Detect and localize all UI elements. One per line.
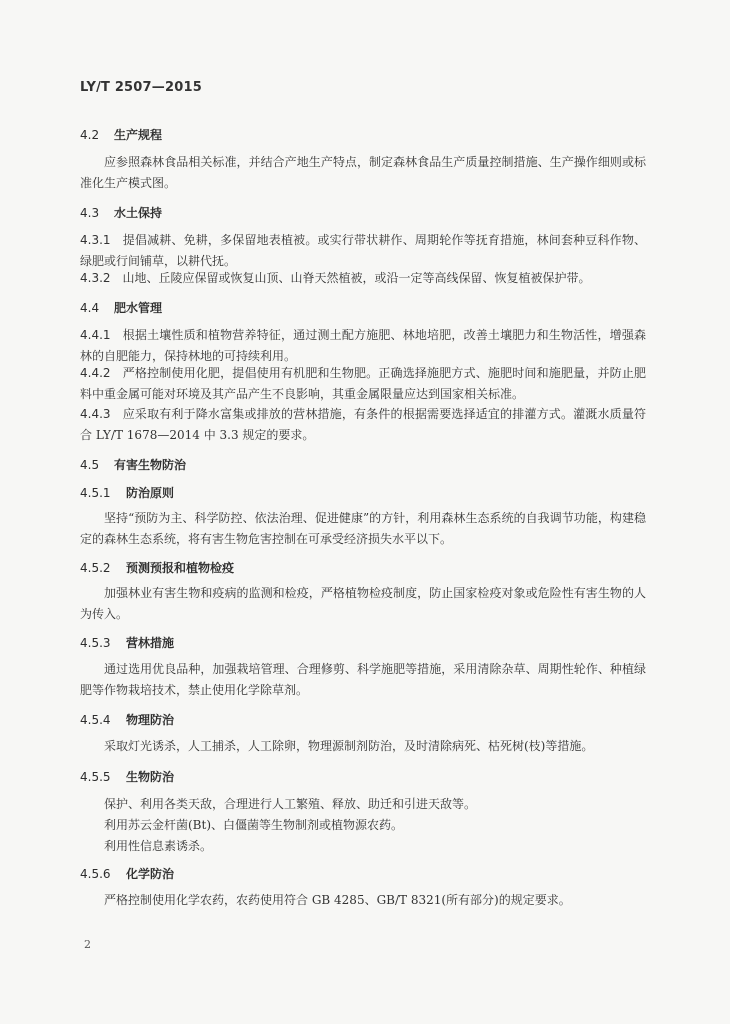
text-line: 利用苏云金杆菌(Bt)、白僵菌等生物制剂或植物源农药。 <box>104 818 404 832</box>
section-number: 4.5.3 <box>80 636 111 650</box>
section-number: 4.5.1 <box>80 486 111 500</box>
section-heading-4-2 <box>80 126 162 143</box>
section-heading-4-5-6 <box>80 865 174 882</box>
clause-text: 应采取有利于降水富集或排放的营林措施，有条件的根据需要选择适宜的排灌方式。灌溉水质量符合 LY/T 1678—2014 中 3.3 规定的要求。 <box>80 407 646 442</box>
section-heading-4-5-2 <box>80 559 234 576</box>
section-number: 4.3 <box>80 206 100 220</box>
section-heading-4-5-3 <box>80 634 174 651</box>
section-number: 4.4 <box>80 301 100 315</box>
clause-number: 4.4.2 <box>80 366 111 380</box>
paragraph-4-5-3: 通过选用优良品种，加强栽培管理、合理修剪、科学施肥等措施，采用清除杂草、周期性轮作、种植绿肥等作物栽培技术，禁止使用化学除草剂。 <box>80 662 646 697</box>
section-number: 4.5.4 <box>80 713 111 727</box>
section-title: 物理防治 <box>126 713 175 727</box>
text-line: 保护、利用各类天敌，合理进行人工繁殖、释放、助迁和引进天敌等。 <box>104 797 477 811</box>
section-number: 4.2 <box>80 128 100 142</box>
clause-4-4-1 <box>80 325 646 367</box>
section-heading-4-5-5 <box>80 768 174 785</box>
clause-text: 严格控制使用化肥，提倡使用有机肥和生物肥。正确选择施肥方式、施肥时间和施肥量，并防止肥料中重金属可能对环境及其产品产生不良影响，其重金属限量应达到国家相关标准。 <box>80 366 646 401</box>
section-number: 4.5 <box>80 458 100 472</box>
paragraph-4-5-2: 加强林业有害生物和疫病的监测和检疫，严格植物检疫制度，防止国家检疫对象或危险性有害生物的人为传入。 <box>80 586 646 621</box>
section-heading-4-4 <box>80 299 162 316</box>
clause-4-3-2 <box>80 268 646 289</box>
clause-4-3-1 <box>80 230 646 272</box>
section-number: 4.5.5 <box>80 770 111 784</box>
text-line: 利用性信息素诱杀。 <box>104 839 213 853</box>
clause-number: 4.4.1 <box>80 328 111 342</box>
section-title: 化学防治 <box>126 867 175 881</box>
section-heading-4-5 <box>80 456 186 473</box>
paragraph-4-5-5 <box>80 794 646 857</box>
section-title: 生物防治 <box>126 770 175 784</box>
section-title: 防治原则 <box>126 486 175 500</box>
section-heading-4-5-4 <box>80 711 174 728</box>
clause-number: 4.4.3 <box>80 407 111 421</box>
section-title: 生产规程 <box>114 128 163 142</box>
section-number: 4.5.2 <box>80 561 111 575</box>
paragraph-4-5-4: 采取灯光诱杀，人工捕杀，人工除卵，物理源制剂防治，及时清除病死、枯死树(枝)等措施。 <box>104 739 594 753</box>
section-number: 4.5.6 <box>80 867 111 881</box>
section-title: 有害生物防治 <box>114 458 187 472</box>
section-heading-4-3 <box>80 204 162 221</box>
section-heading-4-5-1 <box>80 484 174 501</box>
section-title: 肥水管理 <box>114 301 163 315</box>
clause-text: 根据土壤性质和植物营养特征，通过测土配方施肥、林地培肥，改善土壤肥力和生物活性，增强森林的自肥能力，保持林地的可持续利用。 <box>80 328 646 363</box>
clause-number: 4.3.1 <box>80 233 111 247</box>
paragraph-4-5-1: 坚持“预防为主、科学防控、依法治理、促进健康”的方针，利用森林生态系统的自我调节功能，构建稳定的森林生态系统，将有害生物危害控制在可承受经济损失水平以下。 <box>80 511 646 546</box>
paragraph-4-5-6: 严格控制使用化学农药，农药使用符合 GB 4285、GB/T 8321(所有部分)的规定要求。 <box>104 893 571 907</box>
clause-text: 提倡减耕、免耕，多保留地表植被。或实行带状耕作、周期轮作等抚育措施，林间套种豆科作物、绿肥或行间铺草，以耕代抚。 <box>80 233 646 268</box>
clause-number: 4.3.2 <box>80 271 111 285</box>
paragraph-4-2: 应参照森林食品相关标准，并结合产地生产特点，制定森林食品生产质量控制措施、生产操作细则或标准化生产模式图。 <box>80 155 646 190</box>
clause-4-4-2 <box>80 363 646 405</box>
standard-header: LY/T 2507—2015 <box>80 80 202 95</box>
clause-text: 山地、丘陵应保留或恢复山顶、山脊天然植被，或沿一定等高线保留、恢复植被保护带。 <box>122 271 591 285</box>
page-number: 2 <box>84 938 91 951</box>
clause-4-4-3 <box>80 404 646 446</box>
section-title: 水土保持 <box>114 206 163 220</box>
section-title: 预测预报和植物检疫 <box>126 561 235 575</box>
section-title: 营林措施 <box>126 636 175 650</box>
